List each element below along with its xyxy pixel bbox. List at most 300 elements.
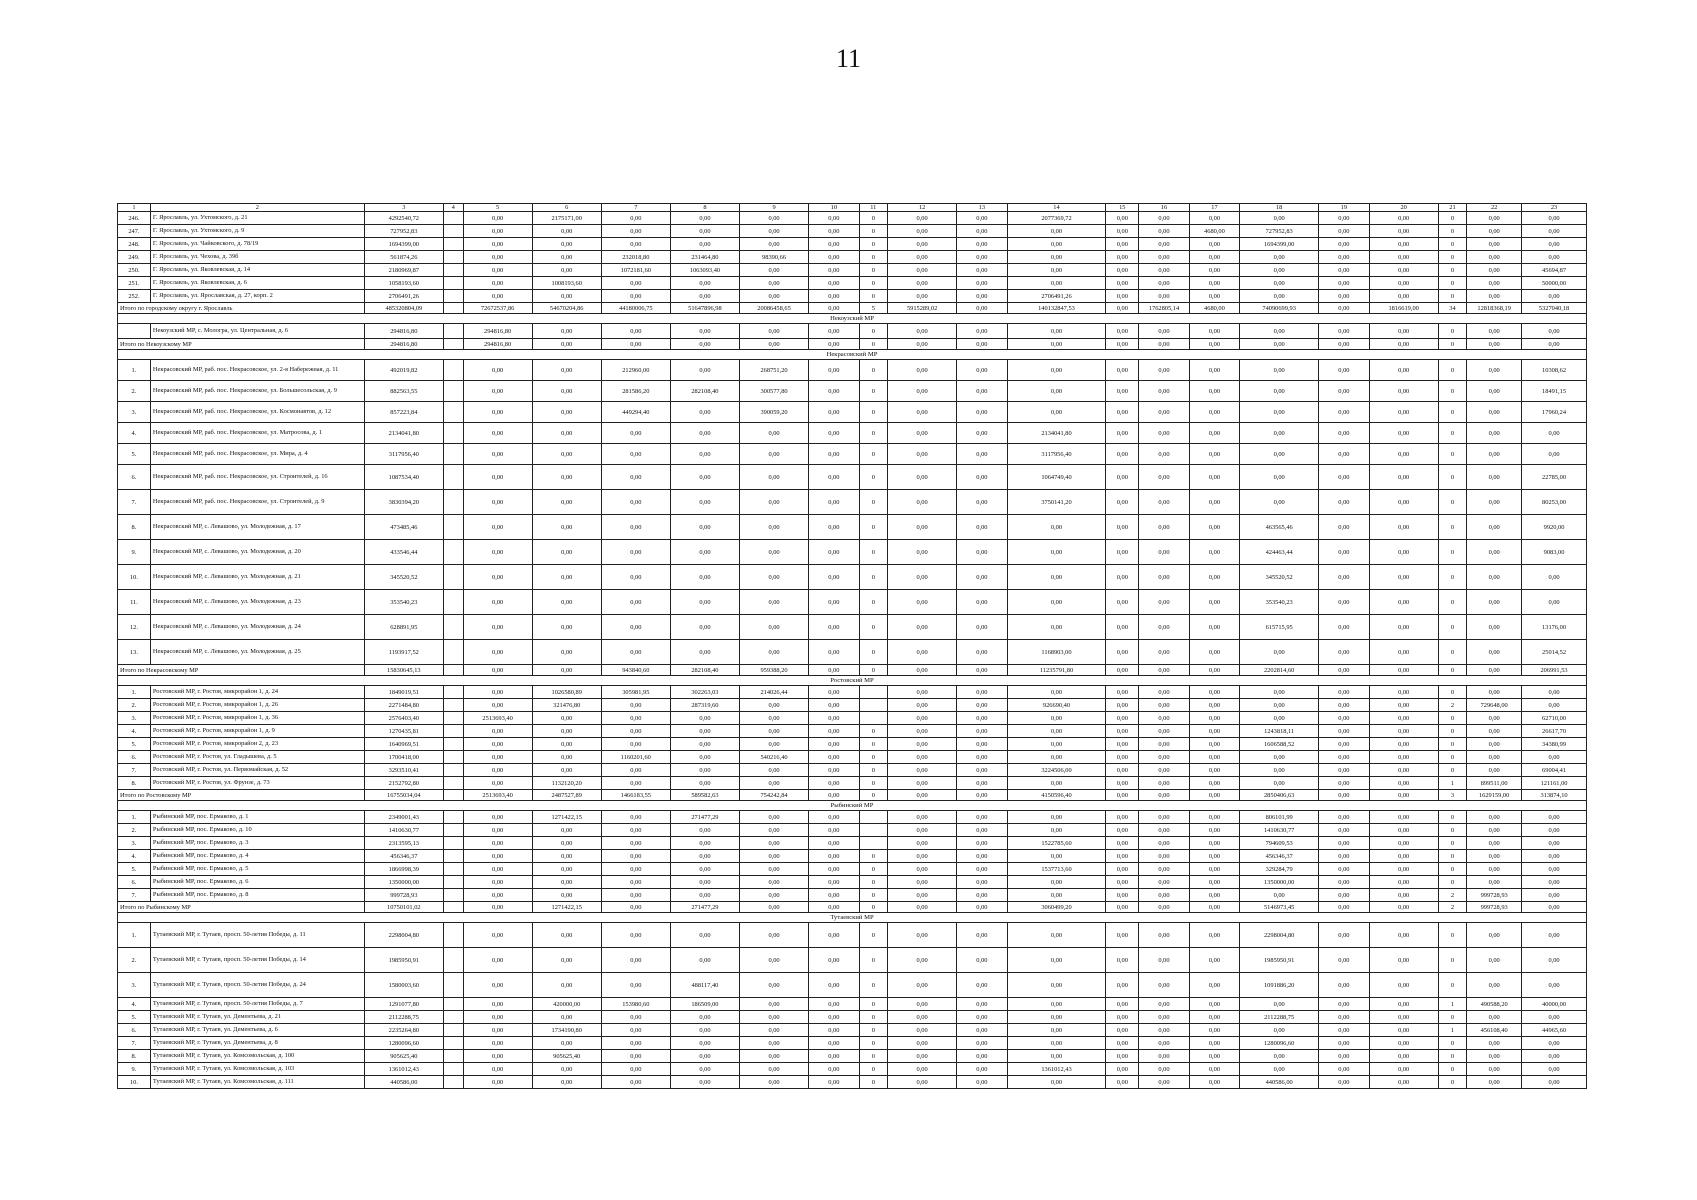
row-number: 4. (118, 850, 151, 863)
value-cell: 0,00 (1139, 515, 1189, 540)
value-cell: 0 (1438, 615, 1467, 640)
value-cell: 0,00 (532, 402, 601, 423)
value-cell (443, 998, 463, 1011)
value-cell: 0,00 (1139, 973, 1189, 998)
value-cell: 0,00 (1189, 465, 1239, 490)
value-cell: 34380,99 (1522, 738, 1587, 751)
value-cell: 0,00 (463, 360, 532, 381)
value-cell: 0,00 (1319, 540, 1369, 565)
value-cell: 0 (1438, 837, 1467, 850)
value-cell: 0,00 (888, 725, 957, 738)
table-row (118, 973, 1587, 998)
address-cell: Ростовский МР, г. Ростов, микрорайон 1, д. 9 (150, 725, 364, 738)
value-cell: 0,00 (463, 824, 532, 837)
section-header-row (118, 314, 1587, 324)
value-cell: 0,00 (1106, 465, 1139, 490)
value-cell: 0,00 (532, 540, 601, 565)
value-cell: 2235264,80 (364, 1024, 443, 1037)
value-cell: 1350000,00 (1240, 876, 1319, 889)
value-cell: 0,00 (739, 1011, 808, 1024)
value-cell: 0 (1438, 764, 1467, 777)
value-cell: 0,00 (809, 998, 859, 1011)
value-cell: 0,00 (1467, 837, 1522, 850)
value-cell: 0,00 (957, 824, 1007, 837)
value-cell: 0,00 (1189, 264, 1239, 277)
table-row (118, 490, 1587, 515)
value-cell: 0,00 (1189, 1037, 1239, 1050)
value-cell: 0,00 (809, 1011, 859, 1024)
value-cell: 0,00 (1007, 973, 1106, 998)
row-number: 6. (118, 1024, 151, 1037)
value-cell: 0,00 (463, 923, 532, 948)
row-number: 8. (118, 515, 151, 540)
address-cell: Тутаевский МР, г. Тутаев, просп. 50-летия Победы, д. 7 (150, 998, 364, 1011)
value-cell: 0 (1438, 290, 1467, 303)
value-cell (443, 515, 463, 540)
value-cell (859, 837, 888, 850)
table-row (118, 948, 1587, 973)
value-cell: 0,00 (601, 515, 670, 540)
value-cell: 0,00 (1522, 863, 1587, 876)
total-value-cell: 0,00 (1106, 665, 1139, 676)
value-cell: 0,00 (601, 212, 670, 225)
value-cell: 0 (1438, 490, 1467, 515)
value-cell: 456108,40 (1467, 1024, 1522, 1037)
value-cell: 0,00 (1189, 423, 1239, 444)
value-cell: 0,00 (1189, 615, 1239, 640)
value-cell: 0,00 (1467, 973, 1522, 998)
value-cell: 3117956,40 (1007, 444, 1106, 465)
value-cell: 0,00 (888, 811, 957, 824)
value-cell: 9920,00 (1522, 515, 1587, 540)
value-cell: 0,00 (888, 738, 957, 751)
value-cell: 0,00 (1139, 751, 1189, 764)
value-cell: 0,00 (1007, 324, 1106, 339)
value-cell: 0,00 (809, 850, 859, 863)
value-cell: 0,00 (532, 381, 601, 402)
total-value-cell: 0,00 (601, 339, 670, 350)
value-cell: 294816,80 (463, 324, 532, 339)
address-cell: Рыбинский МР, пос. Ермаково, д. 1 (150, 811, 364, 824)
value-cell: 294816,80 (364, 324, 443, 339)
value-cell: 0,00 (1189, 251, 1239, 264)
value-cell: 0,00 (670, 863, 739, 876)
value-cell: 0,00 (1369, 212, 1438, 225)
value-cell: 0,00 (532, 251, 601, 264)
value-cell: 0,00 (463, 444, 532, 465)
value-cell: 0,00 (1319, 402, 1369, 423)
total-value-cell: 2 (1438, 902, 1467, 913)
value-cell: 1694399,00 (364, 238, 443, 251)
value-cell: 0,00 (957, 1063, 1007, 1076)
value-cell: 0,00 (1106, 264, 1139, 277)
table-row (118, 837, 1587, 850)
value-cell: 0,00 (1189, 824, 1239, 837)
total-value-cell: 0 (1438, 339, 1467, 350)
value-cell: 1734190,80 (532, 1024, 601, 1037)
value-cell: 0,00 (1007, 725, 1106, 738)
table-row (118, 290, 1587, 303)
value-cell: 0,00 (739, 712, 808, 725)
value-cell: 0,00 (888, 948, 957, 973)
value-cell: 0,00 (809, 738, 859, 751)
total-value-cell: 44180006,75 (601, 303, 670, 314)
value-cell: 0,00 (1319, 640, 1369, 665)
total-value-cell: 54670204,86 (532, 303, 601, 314)
value-cell: 0,00 (888, 777, 957, 790)
row-number: 247. (118, 225, 151, 238)
value-cell: 0,00 (532, 751, 601, 764)
value-cell: 0,00 (670, 360, 739, 381)
value-cell: 0,00 (532, 640, 601, 665)
total-label: Итого по Некоузскому МР (118, 339, 365, 350)
value-cell: 0,00 (739, 777, 808, 790)
value-cell: 0,00 (463, 423, 532, 444)
value-cell (443, 837, 463, 850)
value-cell: 857223,84 (364, 402, 443, 423)
total-value-cell: 4680,00 (1189, 303, 1239, 314)
value-cell: 905625,40 (364, 1050, 443, 1063)
value-cell: 0,00 (809, 225, 859, 238)
value-cell: 0,00 (1106, 1024, 1139, 1037)
value-cell: 1160201,60 (601, 751, 670, 764)
value-cell: 0,00 (1319, 751, 1369, 764)
value-cell: 0,00 (1106, 889, 1139, 902)
value-cell: 0,00 (1139, 1011, 1189, 1024)
row-number: 2. (118, 699, 151, 712)
value-cell: 0,00 (809, 324, 859, 339)
value-cell: 0,00 (1189, 540, 1239, 565)
value-cell: 50000,00 (1522, 277, 1587, 290)
value-cell: 0,00 (1369, 251, 1438, 264)
value-cell: 0,00 (1467, 876, 1522, 889)
total-value-cell: 1466183,55 (601, 790, 670, 801)
value-cell (443, 725, 463, 738)
value-cell (443, 889, 463, 902)
value-cell: 0,00 (670, 465, 739, 490)
value-cell: 0,00 (1007, 381, 1106, 402)
total-value-cell: 0,00 (809, 790, 859, 801)
value-cell: 0,00 (957, 1024, 1007, 1037)
value-cell: 0,00 (1189, 1076, 1239, 1089)
value-cell: 0,00 (1139, 1063, 1189, 1076)
value-cell: 0,00 (888, 850, 957, 863)
value-cell: 0,00 (463, 764, 532, 777)
value-cell: 0,00 (1240, 264, 1319, 277)
value-cell: 0,00 (1007, 738, 1106, 751)
value-cell: 0,00 (1319, 876, 1369, 889)
value-cell: 0,00 (1007, 1076, 1106, 1089)
value-cell: 0,00 (1007, 811, 1106, 824)
value-cell: 0,00 (739, 863, 808, 876)
value-cell: 4680,00 (1189, 225, 1239, 238)
value-cell: 0,00 (1319, 381, 1369, 402)
value-cell: 0,00 (670, 725, 739, 738)
value-cell (443, 238, 463, 251)
value-cell (443, 1063, 463, 1076)
value-cell: 0,00 (463, 1024, 532, 1037)
value-cell: 0,00 (1106, 811, 1139, 824)
value-cell: 0,00 (670, 948, 739, 973)
value-cell: 0,00 (1189, 738, 1239, 751)
value-cell (443, 777, 463, 790)
value-cell (443, 686, 463, 699)
value-cell: 0,00 (1319, 725, 1369, 738)
value-cell (443, 565, 463, 590)
value-cell: 0,00 (601, 238, 670, 251)
total-value-cell: 943840,60 (601, 665, 670, 676)
value-cell: 0 (859, 324, 888, 339)
value-cell: 0,00 (957, 402, 1007, 423)
value-cell: 0,00 (888, 264, 957, 277)
table-row (118, 515, 1587, 540)
value-cell (443, 1011, 463, 1024)
row-number: 3. (118, 712, 151, 725)
value-cell: 0,00 (532, 824, 601, 837)
value-cell: 0,00 (1467, 423, 1522, 444)
value-cell: 98390,66 (739, 251, 808, 264)
value-cell: 0 (859, 490, 888, 515)
row-number: 5. (118, 863, 151, 876)
value-cell: 1350000,00 (364, 876, 443, 889)
total-value-cell: 0,00 (1467, 339, 1522, 350)
value-cell (859, 824, 888, 837)
value-cell: 0,00 (1139, 324, 1189, 339)
table-row (118, 1037, 1587, 1050)
total-value-cell: 20086458,65 (739, 303, 808, 314)
total-value-cell (443, 339, 463, 350)
value-cell: 0,00 (1319, 615, 1369, 640)
value-cell: 0,00 (463, 515, 532, 540)
value-cell: 0,00 (1369, 1037, 1438, 1050)
value-cell: 0,00 (739, 640, 808, 665)
row-number: 13. (118, 640, 151, 665)
value-cell: 492019,82 (364, 360, 443, 381)
value-cell: 0,00 (1467, 515, 1522, 540)
value-cell: 0,00 (1007, 1037, 1106, 1050)
column-number: 23 (1522, 204, 1587, 212)
value-cell: 0,00 (1240, 490, 1319, 515)
value-cell: 0,00 (888, 402, 957, 423)
value-cell: 0,00 (1240, 712, 1319, 725)
value-cell: 0,00 (601, 777, 670, 790)
total-value-cell: 0 (859, 902, 888, 913)
address-cell: Ростовский МР, г. Ростов, микрорайон 1, д. 24 (150, 686, 364, 699)
value-cell: 0,00 (670, 1011, 739, 1024)
table-row (118, 738, 1587, 751)
value-cell: 0,00 (1106, 1063, 1139, 1076)
value-cell: 0,00 (1319, 225, 1369, 238)
value-cell: 0,00 (809, 1024, 859, 1037)
value-cell (443, 948, 463, 973)
total-value-cell: 74090699,93 (1240, 303, 1319, 314)
value-cell: 0,00 (1007, 360, 1106, 381)
value-cell: 0,00 (670, 402, 739, 423)
total-value-cell: 2513693,40 (463, 790, 532, 801)
value-cell: 0,00 (1139, 863, 1189, 876)
row-number (118, 324, 151, 339)
value-cell: 0,00 (1369, 751, 1438, 764)
table-row (118, 1024, 1587, 1037)
value-cell: 1410630,77 (1240, 824, 1319, 837)
value-cell: 0,00 (601, 824, 670, 837)
value-cell: 0,00 (532, 837, 601, 850)
value-cell: 0 (1438, 444, 1467, 465)
total-value-cell: 0,00 (957, 303, 1007, 314)
value-cell: 0,00 (1369, 465, 1438, 490)
value-cell: 0,00 (888, 1037, 957, 1050)
total-value-cell: 271477,29 (670, 902, 739, 913)
value-cell: 0,00 (739, 1076, 808, 1089)
total-value-cell (443, 790, 463, 801)
total-value-cell: 0,00 (1189, 902, 1239, 913)
table-row (118, 850, 1587, 863)
value-cell: 0 (1438, 725, 1467, 738)
table-row (118, 712, 1587, 725)
value-cell: 0,00 (1467, 444, 1522, 465)
value-cell: 0,00 (463, 837, 532, 850)
value-cell: 1410630,77 (364, 824, 443, 837)
value-cell: 0,00 (1467, 738, 1522, 751)
value-cell: 0,00 (1139, 640, 1189, 665)
value-cell: 0,00 (957, 640, 1007, 665)
value-cell (443, 712, 463, 725)
value-cell: 0,00 (1522, 837, 1587, 850)
value-cell: 440586,00 (1240, 1076, 1319, 1089)
value-cell: 0,00 (1007, 948, 1106, 973)
value-cell: 0,00 (1467, 764, 1522, 777)
value-cell: 0,00 (1189, 725, 1239, 738)
value-cell: 806101,99 (1240, 811, 1319, 824)
value-cell: 0,00 (1139, 686, 1189, 699)
total-value-cell: 5327040,18 (1522, 303, 1587, 314)
value-cell: 0,00 (532, 490, 601, 515)
value-cell: 0,00 (1106, 837, 1139, 850)
total-value-cell: 0,00 (1369, 665, 1438, 676)
value-cell: 0,00 (739, 811, 808, 824)
value-cell: 2513693,40 (463, 712, 532, 725)
value-cell: 0,00 (739, 850, 808, 863)
value-cell: 0,00 (1467, 751, 1522, 764)
value-cell: 0,00 (1189, 973, 1239, 998)
value-cell: 540216,40 (739, 751, 808, 764)
section-header-row (118, 350, 1587, 360)
value-cell: 0,00 (1106, 1076, 1139, 1089)
value-cell: 0,00 (1467, 490, 1522, 515)
value-cell: 0,00 (1240, 764, 1319, 777)
row-number: 252. (118, 290, 151, 303)
value-cell: 0,00 (670, 764, 739, 777)
value-cell: 0,00 (957, 615, 1007, 640)
value-cell: 1640969,51 (364, 738, 443, 751)
value-cell: 0,00 (1522, 1050, 1587, 1063)
value-cell (443, 640, 463, 665)
value-cell: 628891,95 (364, 615, 443, 640)
value-cell: 0,00 (1007, 251, 1106, 264)
address-cell: Рыбинский МР, пос. Ермаково, д. 3 (150, 837, 364, 850)
total-value-cell: 313874,10 (1522, 790, 1587, 801)
value-cell: 0,00 (957, 465, 1007, 490)
value-cell: 0,00 (957, 277, 1007, 290)
value-cell: 0,00 (463, 251, 532, 264)
table-row (118, 1076, 1587, 1089)
value-cell: 0,00 (739, 738, 808, 751)
value-cell: 999728,93 (1467, 889, 1522, 902)
value-cell: 0,00 (1319, 850, 1369, 863)
value-cell: 345520,52 (364, 565, 443, 590)
value-cell: 0,00 (1139, 423, 1189, 444)
value-cell: 1091886,20 (1240, 973, 1319, 998)
row-number: 2. (118, 948, 151, 973)
value-cell: 0,00 (957, 212, 1007, 225)
value-cell: 0,00 (1467, 465, 1522, 490)
value-cell: 0,00 (670, 1076, 739, 1089)
value-cell: 0,00 (888, 640, 957, 665)
value-cell: 0,00 (1319, 490, 1369, 515)
value-cell: 0,00 (670, 738, 739, 751)
value-cell: 0,00 (1369, 290, 1438, 303)
value-cell: 0,00 (463, 751, 532, 764)
value-cell: 1522785,60 (1007, 837, 1106, 850)
value-cell: 0,00 (1106, 973, 1139, 998)
value-cell: 0,00 (957, 889, 1007, 902)
value-cell: 0,00 (809, 699, 859, 712)
value-cell (443, 444, 463, 465)
value-cell: 0 (1438, 640, 1467, 665)
value-cell: 0,00 (1467, 590, 1522, 615)
value-cell: 0,00 (601, 699, 670, 712)
value-cell: 0,00 (1139, 1037, 1189, 1050)
total-value-cell: 5915289,02 (888, 303, 957, 314)
table-row (118, 212, 1587, 225)
value-cell: 0,00 (809, 1050, 859, 1063)
value-cell: 2298004,80 (364, 923, 443, 948)
value-cell: 0,00 (1106, 824, 1139, 837)
value-cell (443, 738, 463, 751)
address-cell: Рыбинский МР, пос. Ермаково, д. 8 (150, 889, 364, 902)
value-cell: 0,00 (1007, 277, 1106, 290)
value-cell: 0,00 (463, 1011, 532, 1024)
value-cell: 0,00 (809, 444, 859, 465)
address-cell: Ростовский МР, г. Ростов, ул. Гладышева, д. 5 (150, 751, 364, 764)
value-cell: 0,00 (1369, 712, 1438, 725)
value-cell: 0,00 (1139, 1050, 1189, 1063)
value-cell: 0,00 (1139, 948, 1189, 973)
value-cell: 0 (1438, 751, 1467, 764)
value-cell: 0,00 (1189, 923, 1239, 948)
value-cell: 0,00 (957, 590, 1007, 615)
total-value-cell: 1629159,00 (1467, 790, 1522, 801)
total-value-cell: 15830645,13 (364, 665, 443, 676)
value-cell: 0,00 (601, 444, 670, 465)
value-cell: 0,00 (1467, 1011, 1522, 1024)
value-cell: 0,00 (1139, 540, 1189, 565)
value-cell: 0,00 (809, 923, 859, 948)
value-cell: 0,00 (1369, 725, 1438, 738)
value-cell: 2134041,80 (1007, 423, 1106, 444)
value-cell: 0,00 (1106, 1050, 1139, 1063)
total-value-cell: 0,00 (1522, 902, 1587, 913)
value-cell: 0,00 (1319, 973, 1369, 998)
value-cell: 0,00 (601, 640, 670, 665)
value-cell: 0,00 (601, 290, 670, 303)
value-cell: 0,00 (1240, 889, 1319, 902)
value-cell: 0,00 (463, 590, 532, 615)
row-number: 8. (118, 777, 151, 790)
value-cell (443, 212, 463, 225)
table-row (118, 1011, 1587, 1024)
value-cell: 0 (1438, 824, 1467, 837)
